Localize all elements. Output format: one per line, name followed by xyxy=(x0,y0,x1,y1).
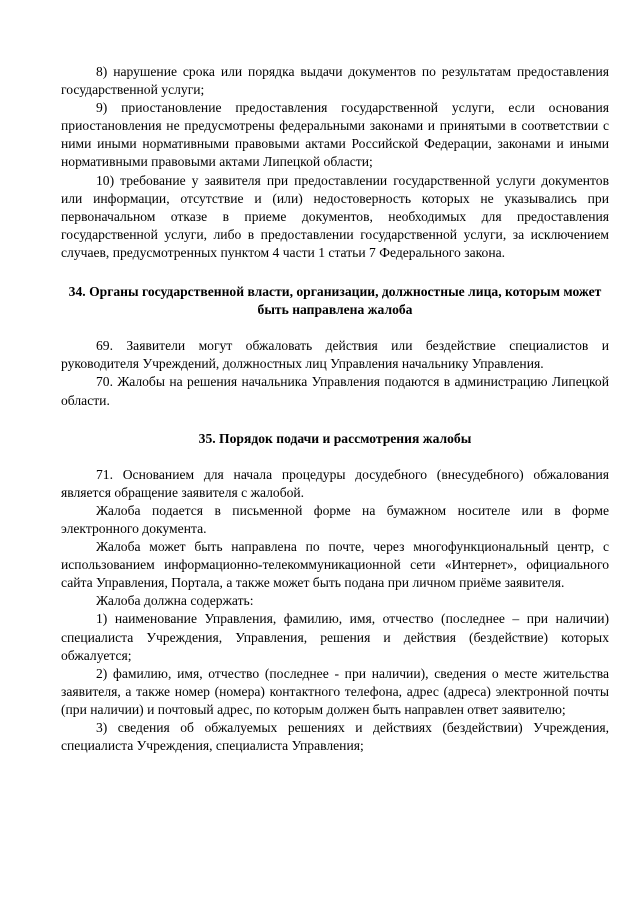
paragraph-71: 71. Основанием для начала процедуры досудебного (внесудебного) обжалования является обращение заявителя с жалобой. xyxy=(61,466,609,500)
section-35-heading: 35. Порядок подачи и рассмотрения жалобы xyxy=(198,430,472,446)
paragraph-69: 69. Заявители могут обжаловать действия или бездействие специалистов и руководителя Учреждений, должностных лиц Управления начальнику Управления. xyxy=(61,338,609,372)
paragraph-complaint-form: Жалоба подается в письменной форме на бумажном носителе или в форме электронного документа. xyxy=(61,502,609,536)
list-item-8: 8) нарушение срока или порядка выдачи документов по результатам предоставления государственной услуги; xyxy=(61,64,609,98)
paragraph-70: 70. Жалобы на решения начальника Управления подаются в администрацию Липецкой области. xyxy=(61,374,609,408)
list-item-9: 9) приостановление предоставления государственной услуги, если основания приостановления не предусмотрены федеральными законами и принятыми в соответствии с ними иными нормативными правовыми актами Российской Федерации, законами и иными нормативными правовыми актами Липецкой области; xyxy=(61,100,609,170)
section-34-heading: 34. Органы государственной власти, организации, должностные лица, которым может быть направлена жалоба xyxy=(68,284,602,318)
list-item-3: 3) сведения об обжалуемых решениях и действиях (бездействии) Учреждения, специалиста Учреждения, специалиста Управления; xyxy=(61,720,609,754)
paragraph-complaint-channels: Жалоба может быть направлена по почте, через многофункциональный центр, с использованием информационно-телекоммуникационной сети «Интернет», официального сайта Управления, Портала, а также может быть подана при личном приёме заявителя. xyxy=(61,539,609,591)
list-item-2: 2) фамилию, имя, отчество (последнее - при наличии), сведения о месте жительства заявителя, а также номер (номера) контактного телефона, адрес (адреса) электронной почты (при наличии) и почтовый адрес, по которым должен быть направлен ответ заявителю; xyxy=(61,665,609,717)
list-item-1: 1) наименование Управления, фамилию, имя, отчество (последнее – при наличии) специалиста Учреждения, Управления, решения и действия (бездействие) которых обжалуется; xyxy=(61,611,609,663)
paragraph-complaint-contents: Жалоба должна содержать: xyxy=(96,593,254,609)
list-item-10: 10) требование у заявителя при предоставлении государственной услуги документов или информации, отсутствие и (или) недостоверность которых не указывались при первоначальном отказе в приеме документов, необходимых для предоставления государственной услуги, либо в предоставлении государственной услуги, за исключением случаев, предусмотренных пунктом 4 части 1 статьи 7 Федерального закона. xyxy=(61,172,609,260)
document-page xyxy=(61,63,609,755)
